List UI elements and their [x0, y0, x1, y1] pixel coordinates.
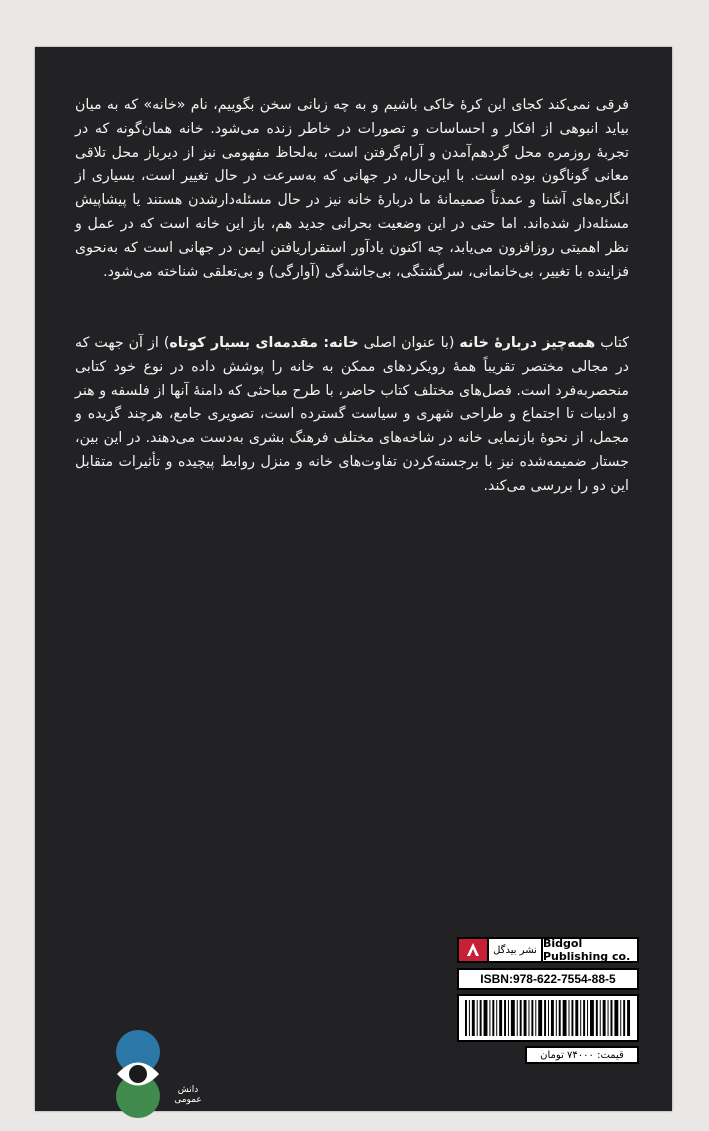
blurb-paragraph-1 [75, 94, 629, 284]
p2-mid: (با عنوان اصلی [358, 335, 460, 351]
back-cover [35, 47, 672, 1111]
barcode [457, 994, 639, 1042]
book-title: همه‌چیز دربارهٔ خانه [459, 335, 596, 351]
blurb-text-2 [75, 332, 629, 499]
publisher-box [457, 937, 639, 963]
publisher-name-fa: نشر بیدگل [487, 939, 541, 961]
blurb-paragraph-2 [75, 332, 629, 499]
blurb-text-1: فرقی نمی‌کند کجای این کرهٔ خاکی باشیم و به چه زبانی سخن بگوییم، نام «خانه» که به میان بیاید انبوهی از افکار و احساسات و تصورات در خاطر زنده می‌شود. خانه همان‌گونه که در تجربهٔ روزمره محل گردهم‌آمدن و آرام‌گرفتن است، به‌لحاظ مفهومی نیز از دیرباز محل تلاقی معانی گوناگون بوده است. با این‌حال، در جهانی که به‌سرعت در حال تغییر است، بسیاری از انگاره‌های آشنا و عمدتاً صمیمانهٔ ما دربارهٔ خانه نیز در حال مسئله‌دارشدن هستند یا پیشاپیش مسئله‌دار شده‌اند. اما حتی در این وضعیت بحرانی جدید هم، باز این خانه است که در عمل و نظر اهمیتی روزافزون می‌یابد، چه اکنون یادآور استقراریافتن ایمن در جهانی است که به‌نحوی فزاینده با تغییر، بی‌خانمانی، سرگشتگی، بی‌جاشدگی (آوارگی) و بی‌تعلقی شناخته می‌شود. [75, 97, 629, 280]
price: قیمت: ۷۴۰۰۰ تومان [525, 1046, 639, 1064]
original-title: خانه: مقدمه‌ای بسیار کوتاه [169, 335, 359, 351]
p2-prefix: کتاب [595, 335, 629, 351]
publisher-name-en: Bidgol Publishing co. [541, 939, 637, 961]
series-label: دانش عمومی [174, 1085, 202, 1105]
series-eye-logo-icon [115, 1029, 161, 1121]
barcode-bars-icon [465, 1000, 631, 1036]
isbn: ISBN:978-622-7554-88-5 [457, 968, 639, 990]
publisher-logo-icon [459, 939, 487, 961]
p2-rest: ) از آن جهت که در مجالی مختصر تقریباً همهٔ رویکردهای ممکن به خانه را پوشش داده در نوع خود کتابی منحصربه‌فرد است. فصل‌های مختلف کتاب حاضر، با طرح مباحثی که دامنهٔ آنها از فلسفه و هنر و ادبیات تا اجتماع و طراحی شهری و سیاست گسترده است، تصویری جامع، هرچند گزیده و مجمل، از نحوهٔ بازنمایی خانه در شاخه‌های مختلف فرهنگ بشری به‌دست می‌دهند. در این بین، جستار ضمیمه‌شده نیز با برجسته‌کردن تفاوت‌های خانه و منزل روابط پیچیده و تأثیرات متقابل این دو را بررسی می‌کند. [75, 335, 629, 494]
